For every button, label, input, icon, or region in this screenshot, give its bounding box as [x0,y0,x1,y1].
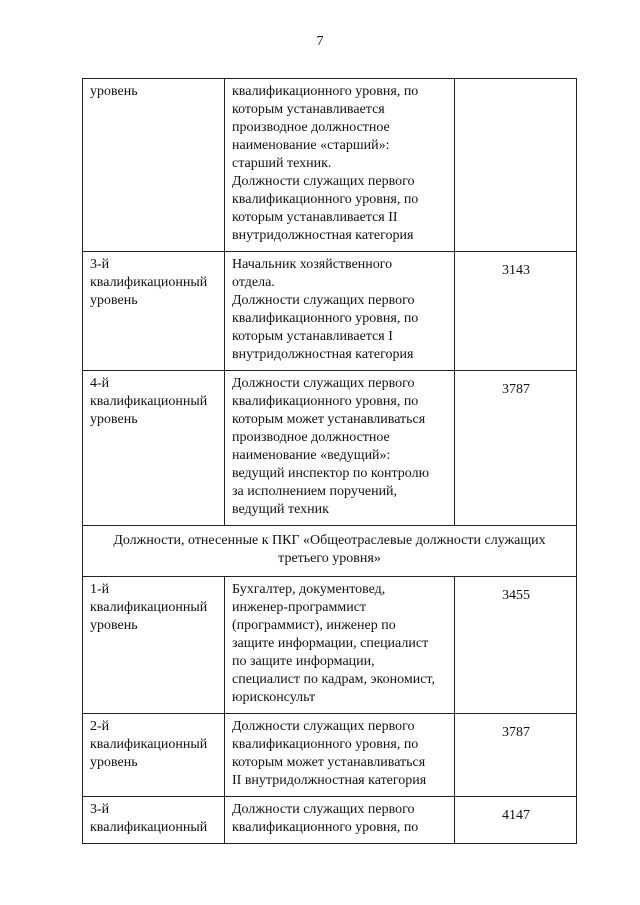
level-cell-line: 2-й [90,719,110,734]
positions-cell-line: внутридолжностная категория [232,228,414,243]
positions-cell-line: Должности служащих первого [232,802,415,817]
level-cell-line: 3-й [90,257,110,272]
positions-cell-line: по защите информации, [232,654,375,669]
salary-cell [455,79,577,252]
positions-cell-line: II внутридолжностная категория [232,773,427,788]
positions-cell-line: Должности служащих первого [232,174,415,189]
positions-cell-line: ведущий инспектор по контролю [232,466,430,481]
level-cell-line: 3-й [90,802,110,817]
positions-cell-line: наименование «старший»: [232,138,390,153]
positions-cell-line: инженер-программист [232,600,367,615]
positions-cell-line: старший техник. [232,156,332,171]
table-row [83,797,577,844]
table-row [83,577,577,714]
positions-cell-line: внутридолжностная категория [232,347,414,362]
level-cell-line: 4-й [90,376,110,391]
positions-cell [225,252,455,371]
level-cell-line: уровень [90,755,138,770]
level-cell-line: квалификационный [90,820,208,835]
positions-cell-line: квалификационного уровня, по [232,311,419,326]
salary-cell: 3787 [455,714,577,797]
section-header-line: третьего уровня» [278,551,381,566]
section-header [83,526,577,577]
table-row [83,252,577,371]
positions-cell-line: квалификационного уровня, по [232,192,419,207]
positions-cell-line: которым устанавливается II [232,210,398,225]
level-cell [83,797,225,844]
level-cell-line: квалификационный [90,394,208,409]
level-cell-line: уровень [90,84,138,99]
level-cell [83,371,225,526]
level-cell-line: квалификационный [90,600,208,615]
positions-cell-line: ведущий техник [232,502,329,517]
level-cell-line: уровень [90,293,138,308]
positions-cell-line: отдела. [232,275,275,290]
positions-cell [225,714,455,797]
page-number: 7 [316,34,324,49]
positions-cell [225,79,455,252]
salary-cell: 3455 [455,577,577,714]
salary-cell: 4147 [455,797,577,844]
level-cell-line: уровень [90,412,138,427]
level-cell-line: 1-й [90,582,110,597]
positions-cell-line: квалификационного уровня, по [232,84,419,99]
table-row [83,714,577,797]
table-row [83,79,577,252]
positions-cell [225,577,455,714]
positions-cell [225,371,455,526]
positions-cell-line: за исполнением поручений, [232,484,398,499]
level-cell-line: квалификационный [90,275,208,290]
positions-cell-line: которым может устанавливаться [232,755,426,770]
salary-cell: 3143 [455,252,577,371]
table-row [83,371,577,526]
positions-cell-line: Должности служащих первого [232,376,415,391]
salary-cell: 3787 [455,371,577,526]
positions-cell-line: которым устанавливается I [232,329,393,344]
positions-cell-line: Начальник хозяйственного [232,257,393,272]
level-cell-line: уровень [90,618,138,633]
positions-cell-line: которым устанавливается [232,102,385,117]
section-header-row [83,526,577,577]
positions-cell-line: юрисконсульт [232,690,316,705]
positions-cell-line: квалификационного уровня, по [232,394,419,409]
positions-cell-line: которым может устанавливаться [232,412,426,427]
positions-cell-line: производное должностное [232,430,390,445]
level-cell-line: квалификационный [90,737,208,752]
positions-cell-line: наименование «ведущий»: [232,448,391,463]
positions-cell-line: Должности служащих первого [232,293,415,308]
positions-cell-line: защите информации, специалист [232,636,429,651]
positions-cell-line: производное должностное [232,120,390,135]
section-header-line: Должности, отнесенные к ПКГ «Общеотраслевые должности служащих [113,533,546,548]
positions-cell [225,797,455,844]
level-cell [83,252,225,371]
level-cell [83,79,225,252]
positions-cell-line: специалист по кадрам, экономист, [232,672,435,687]
positions-cell-line: квалификационного уровня, по [232,737,419,752]
positions-cell-line: (программист), инженер по [232,618,396,633]
positions-cell-line: Бухгалтер, документовед, [232,582,386,597]
positions-cell-line: Должности служащих первого [232,719,415,734]
positions-cell-line: квалификационного уровня, по [232,820,419,835]
level-cell [83,714,225,797]
qualification-table [82,78,577,844]
level-cell [83,577,225,714]
